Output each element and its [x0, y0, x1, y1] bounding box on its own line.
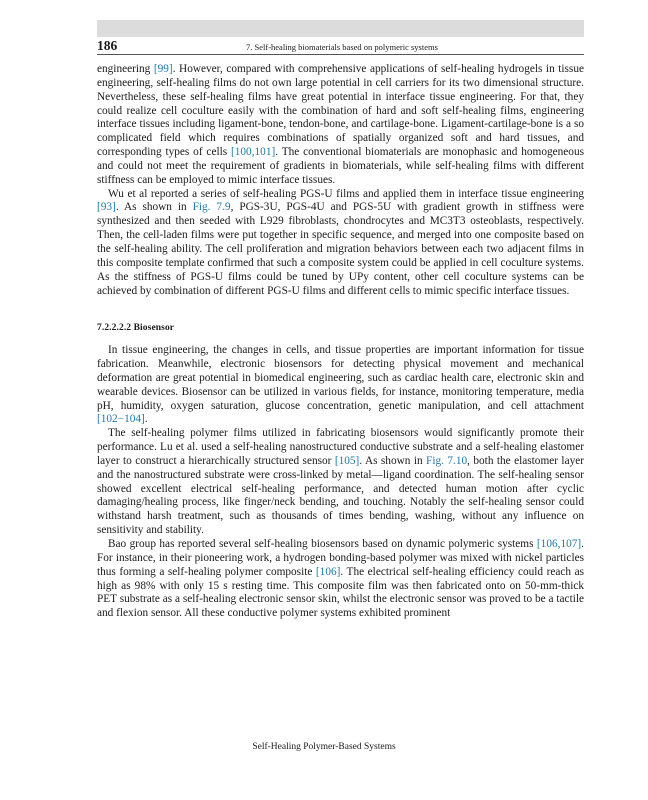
paragraph: Wu et al reported a series of self-healing PGS-U films and applied them in interface tissue engineering [93]. As shown in Fig. 7.9, PGS-3U, PGS-4U and PGS-5U with gradient growth in stiffness were synthesized and then seeded with L929 fibroblasts, chondrocytes and MC3T3 osteoblasts, respectively. Then, the cell-laden films were put together in specific sequence, and merged into one composite based on the self-healing ability. The cell proliferation and migration behaviors between each two adjacent films in this composite template confirmed that such a composite system could be applied in cell coculture systems. As the stiffness of PGS-U films could be tuned by UPy content, other cell coculture systems can be achieved by combination of different PGS-U films and different cells to mimic specific interface tissues.	[97, 187, 584, 297]
figure-link[interactable]: Fig. 7.9	[192, 201, 231, 214]
paragraph: Bao group has reported several self-healing biosensors based on dynamic polymeric systems [106,107]. For instance, in their pioneering work, a hydrogen bonding-based polymer was mixed with nickel particles thus forming a self-healing polymer composite [106]. The electrical self-healing efficiency could reach as high as 98% with only 15 s resting time. This composite film was then fabricated onto on 50-mm-thick PET substrate as a self-healing electronic sensor skin, whilst the electronic sensor was proved to be a tactile and flexion sensor. All these conductive polymer systems exhibited prominent	[97, 538, 584, 620]
citation-link[interactable]: [105]	[334, 454, 360, 467]
running-head: 7. Self-healing biomaterials based on polymeric systems	[246, 42, 438, 52]
citation-link[interactable]: [106,107]	[536, 538, 582, 550]
citation-link[interactable]: [106]	[315, 565, 341, 578]
footer-title: Self-Healing Polymer-Based Systems	[252, 742, 396, 752]
citation-link[interactable]: [102−104]	[97, 413, 145, 426]
citation-link[interactable]: [93]	[97, 201, 116, 214]
paragraph: engineering [99]. However, compared with comprehensive applications of self-healing hydrogels in tissue engineering, self-healing films do not own large potential in cell carriers for its two dimensional structure. Nevertheless, these self-healing films have great potential in interface tissue engineering. For that, they could realize cell coculture easily with the combination of hard and soft self-healing films, engineering interface tissues including ligament-bone, tendon-bone, and cartilage-bone. Ligament-cartilage-bone is a so complicated field which requires combinations of spatially organized soft and hard tissues, and corresponding types of cells [100,101]. The conventional biomaterials are monophasic and homogeneous and could not meet the requirement of gradients in biomaterials, while self-healing films with different stiffness can be employed to mimic interface tissues.	[97, 63, 584, 186]
section-heading: 7.2.2.2.2 Biosensor	[97, 323, 175, 334]
page-number: 186	[97, 38, 118, 53]
section-gap	[97, 298, 584, 322]
body-text	[97, 63, 584, 621]
paragraph: The self-healing polymer films utilized in fabricating biosensors would significantly promote their performance. Lu et al. used a self-healing nanostructured conductive substrate and a self-healing elastomer layer to construct a hierarchically structured sensor [105]. As shown in Fig. 7.10, both the elastomer layer and the nanostructured substrate were cross-linked by metal—ligand coordination. The self-healing sensor showed excellent electrical self-healing performance, and detected human motion after cyclic damaging/healing process, like finger/neck bending, and touching. Notably the self-healing sensor could withstand harsh treatment, such as thousands of times bending, washing, without any influence on sensitivity and stability.	[97, 427, 585, 537]
paragraph: In tissue engineering, the changes in cells, and tissue properties are important information for tissue fabrication. Meanwhile, electronic biosensors for detecting physical movement and mechanical deformation are great potential in biomedical engineering, such as cardiac health care, electronic skin and wearable devices. Biosensor can be utilized in various fields, for instance, monitoring temperature, media pH, humidity, oxygen saturation, glucose concentration, genetic manipulation, and cell attachment [102−104].	[97, 344, 584, 426]
header-bar	[97, 20, 584, 37]
header-rule	[97, 54, 584, 55]
citation-link[interactable]: [99]	[153, 63, 173, 75]
citation-link[interactable]: [100,101]	[230, 146, 276, 159]
figure-link[interactable]: Fig. 7.10	[426, 454, 468, 467]
